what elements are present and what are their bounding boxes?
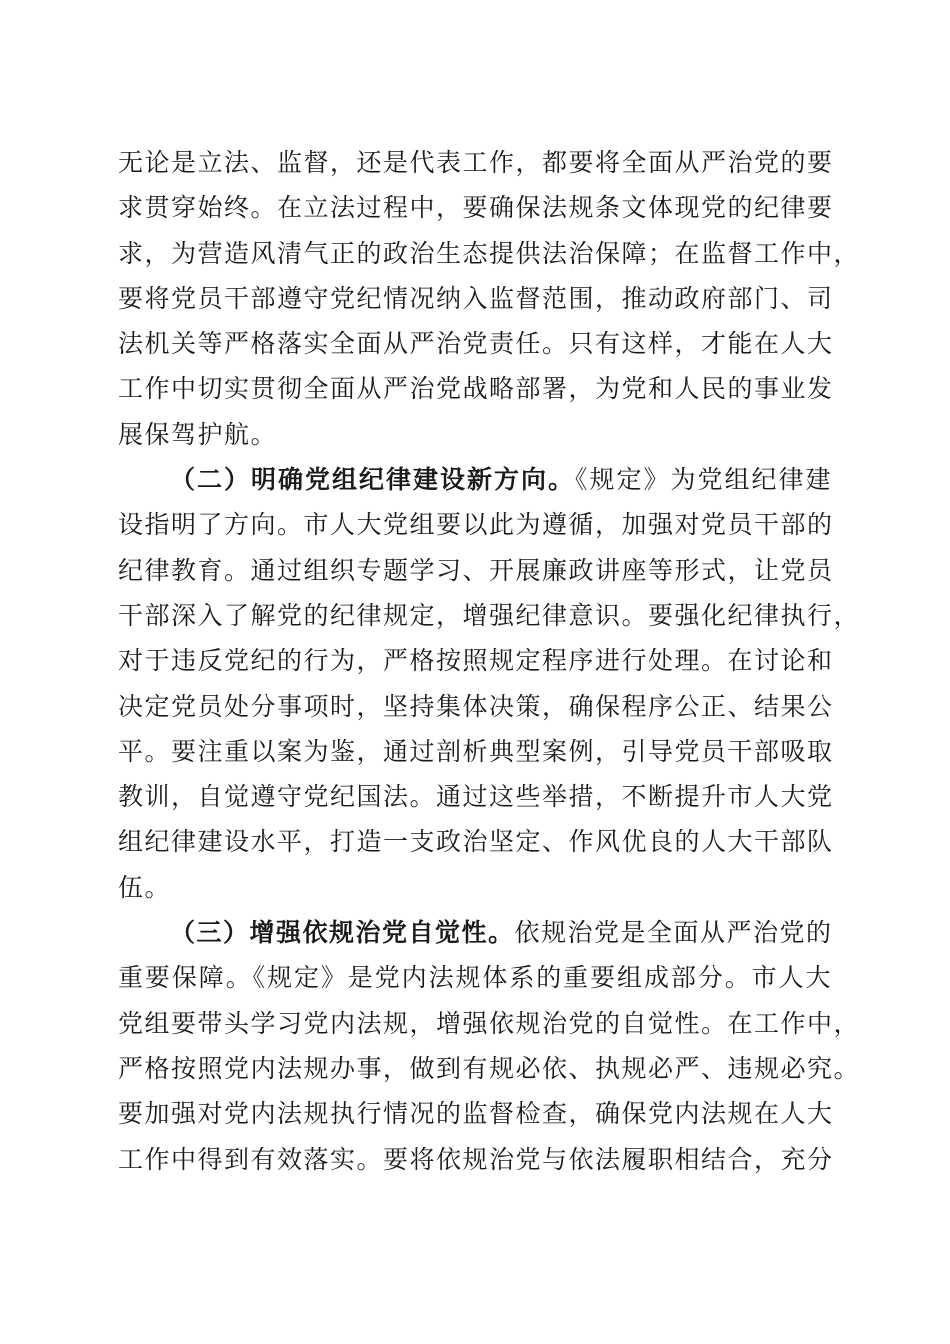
section-heading-line: [118, 457, 832, 502]
text-line: 求，为营造风清气正的政治生态提供法治保障；在监督工作中，: [118, 238, 861, 268]
text-line: 工作中得到有效落实。要将依规治党与依法履职相结合，充分: [118, 1144, 834, 1174]
text-line: 展保驾护航。: [118, 419, 278, 449]
document-body: [118, 140, 861, 1182]
heading-line-text: 《规定》为党组纪律建: [574, 465, 832, 495]
text-line: 决定党员处分事项时，坚持集体决策，确保程序公正、结果公: [118, 691, 834, 721]
text-line: 设指明了方向。市人大党组要以此为遵循，加强对党员干部的: [118, 510, 834, 540]
text-line: 组纪律建设水平，打造一支政治坚定、作风优良的人大干部队: [118, 827, 834, 857]
section-heading: （三）增强依规治党自觉性。: [170, 918, 515, 948]
text-line: 纪律教育。通过组织专题学习、开展廉政讲座等形式，让党员: [118, 555, 834, 585]
section-heading: （二）明确党组纪律建设新方向。: [170, 465, 575, 495]
text-line: 要加强对党内法规执行情况的监督检查，确保党内法规在人大: [118, 1099, 834, 1129]
text-line: 平。要注重以案为鉴，通过剖析典型案例，引导党员干部吸取: [118, 736, 834, 766]
text-line: 对于违反党纪的行为，严格按照规定程序进行处理。在讨论和: [118, 646, 834, 676]
text-line: 党组要带头学习党内法规，增强依规治党的自觉性。在工作中，: [118, 1008, 861, 1038]
text-line: 重要保障。《规定》是党内法规体系的重要组成部分。市人大: [118, 963, 832, 993]
section-heading-line: [118, 910, 832, 955]
text-line: 求贯穿始终。在立法过程中，要确保法规条文体现党的纪律要: [118, 193, 834, 223]
text-line: 无论是立法、监督，还是代表工作，都要将全面从严治党的要: [118, 148, 834, 177]
text-line: 伍。: [118, 872, 172, 902]
text-line: 严格按照党内法规办事，做到有规必依、执规必严、违规必究。: [118, 1053, 861, 1083]
paragraph-3: [118, 910, 861, 1182]
paragraph-2: [118, 457, 861, 910]
text-line: 干部深入了解党的纪律规定，增强纪律意识。要强化纪律执行，: [118, 600, 861, 630]
text-line: 工作中切实贯彻全面从严治党战略部署，为党和人民的事业发: [118, 374, 834, 404]
text-line: 教训，自觉遵守党纪国法。通过这些举措，不断提升市人大党: [118, 782, 834, 812]
paragraph-1: [118, 140, 861, 457]
text-line: 要将党员干部遵守党纪情况纳入监督范围，推动政府部门、司: [118, 283, 834, 313]
heading-line-text: 依规治党是全面从严治党的: [514, 918, 833, 948]
text-line: 法机关等严格落实全面从严治党责任。只有这样，才能在人大: [118, 329, 834, 359]
